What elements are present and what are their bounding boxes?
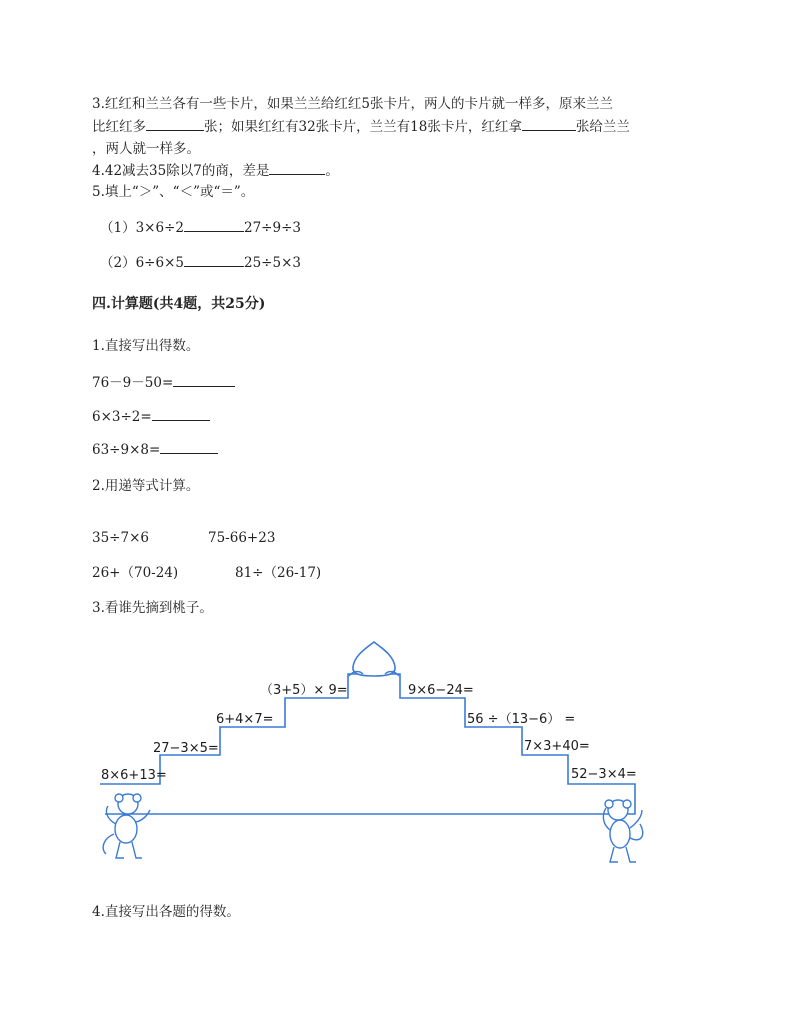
q3-line2-a: 比红红多	[92, 119, 146, 135]
peach-staircase-figure	[90, 634, 670, 874]
q3-line3: ，两人就一样多。	[92, 141, 200, 157]
answer-blank[interactable]	[522, 118, 576, 131]
calc2-expr: 75-66+23	[208, 530, 276, 546]
q5-title: 5.填上“＞”、“＜”或“＝”。	[92, 184, 255, 200]
monkey-icon[interactable]	[603, 800, 642, 862]
peach-icon[interactable]	[349, 642, 399, 676]
calc2-expr: 35÷7×6	[92, 530, 149, 546]
calc1-title: 1.直接写出得数。	[92, 338, 200, 354]
q4-end: 。	[325, 163, 339, 179]
step-label: 8×6+13=	[101, 768, 167, 783]
q4-text: 4.42减去35除以7的商，差是	[92, 163, 270, 179]
compare-blank[interactable]	[184, 254, 244, 267]
answer-blank[interactable]	[173, 374, 235, 387]
step-label: 27−3×5=	[153, 741, 219, 756]
q5-item2-right: 25÷5×3	[243, 255, 301, 271]
q3-line2-c: 张给兰兰	[575, 119, 630, 135]
q3-line2-b: 张；如果红红有32张卡片，兰兰有18张卡片，红红拿	[204, 119, 522, 135]
q3-line2	[92, 118, 630, 136]
answer-blank[interactable]	[160, 441, 218, 454]
calc1-expr: 63÷9×8=	[92, 442, 161, 458]
compare-blank[interactable]	[184, 219, 244, 232]
step-label: 6+4×7=	[216, 712, 274, 727]
answer-blank[interactable]	[269, 162, 325, 175]
q5-item1-left: （1）3×6÷2	[100, 220, 184, 236]
q5-item2	[100, 254, 301, 272]
calc2-expr: 26+（70-24)	[92, 565, 179, 581]
monkey-icon[interactable]	[103, 794, 150, 858]
answer-blank[interactable]	[152, 408, 210, 421]
calc1-item	[92, 374, 235, 392]
step-label: 56 ÷（13−6） =	[467, 712, 576, 727]
q5-item2-left: （2）6÷6×5	[100, 255, 184, 271]
calc1-item	[92, 408, 210, 426]
calc2-title: 2.用递等式计算。	[92, 478, 200, 494]
step-label: 7×3+40=	[524, 739, 590, 754]
step-label: 9×6−24=	[408, 683, 474, 698]
answer-blank[interactable]	[146, 118, 204, 131]
step-label: 52−3×4=	[571, 767, 637, 782]
calc3-title: 3.看谁先摘到桃子。	[92, 600, 213, 616]
calc1-item	[92, 441, 218, 459]
calc1-expr: 76－9－50=	[92, 375, 174, 391]
section-title: 四.计算题(共4题，共25分)	[92, 296, 266, 312]
q5-item1	[100, 219, 301, 237]
q3-line1: 3.红红和兰兰各有一些卡片，如果兰兰给红红5张卡片，两人的卡片就一样多，原来兰兰	[92, 96, 613, 112]
calc4-title: 4.直接写出各题的得数。	[92, 904, 240, 920]
calc2-expr: 81÷（26-17)	[235, 565, 322, 581]
q4-line	[92, 162, 339, 180]
q5-item1-right: 27÷9÷3	[243, 220, 301, 236]
step-label: （3+5）× 9=	[260, 683, 348, 698]
calc1-expr: 6×3÷2=	[92, 409, 152, 425]
